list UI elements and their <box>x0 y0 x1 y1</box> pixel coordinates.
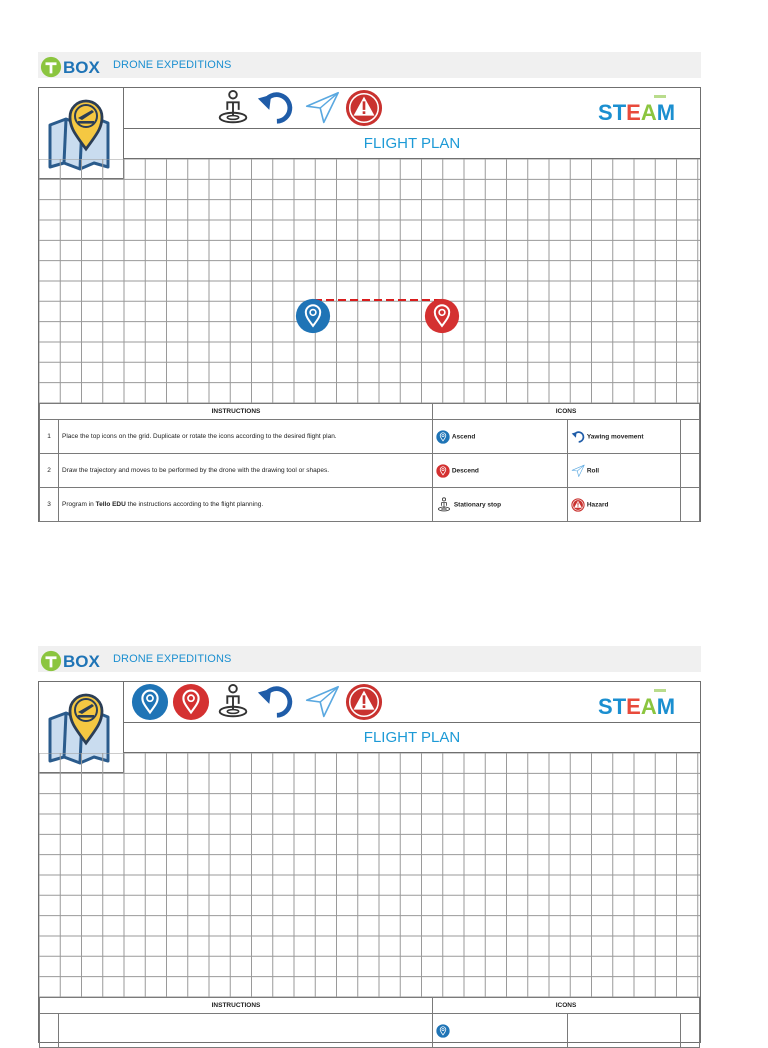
instruction-number: 2 <box>40 454 59 488</box>
steam-logo <box>598 688 690 718</box>
legend-stationary: Stationary stop <box>453 501 502 508</box>
ascend-icon[interactable] <box>131 683 169 721</box>
roll-icon[interactable] <box>304 90 340 126</box>
stationary-stop-icon <box>436 497 452 513</box>
flight-grid[interactable] <box>39 159 700 403</box>
instructions-table <box>39 403 700 522</box>
yawing-icon[interactable] <box>256 89 294 127</box>
instructions-header: INSTRUCTIONS <box>40 998 433 1014</box>
brand-name: BOX <box>63 58 100 77</box>
top-icons-row <box>124 88 700 128</box>
tbox-logo <box>40 55 120 79</box>
legend-descend: Descend <box>451 467 479 474</box>
roll-icon[interactable] <box>304 684 340 720</box>
steam-logo-text: STEAM <box>598 100 676 124</box>
steam-logo-text: STEAM <box>598 694 676 718</box>
instructions-header: INSTRUCTIONS <box>40 404 433 420</box>
stationary-stop-icon[interactable] <box>214 89 252 127</box>
hazard-icon[interactable] <box>345 89 383 127</box>
instruction-text: Place the top icons on the grid. Duplicate or rotate the icons according to the desired flight plan. <box>59 420 433 454</box>
instruction-number: 3 <box>40 488 59 522</box>
brand-subtitle: DRONE EXPEDITIONS <box>113 59 232 71</box>
instruction-text: Program in Tello EDU the instructions according to the flight planning. <box>59 488 433 522</box>
flight-plan-title: FLIGHT PLAN <box>124 722 700 753</box>
instruction-text: Draw the trajectory and moves to be performed by the drone with the drawing tool or shapes. <box>59 454 433 488</box>
instructions-table <box>39 997 700 1048</box>
brand-name: BOX <box>63 652 100 671</box>
icons-header: ICONS <box>433 404 700 420</box>
tbox-logo <box>40 649 120 673</box>
yawing-icon <box>571 430 585 444</box>
descend-marker-icon <box>425 299 459 333</box>
brand-subtitle: DRONE EXPEDITIONS <box>113 653 232 665</box>
legend-yawing: Yawing movement <box>586 433 644 440</box>
hazard-icon[interactable] <box>345 683 383 721</box>
descend-icon <box>436 464 450 478</box>
top-icons-row <box>124 682 700 722</box>
ascend-marker-icon <box>296 299 330 333</box>
flight-plan-frame <box>38 87 701 522</box>
legend-hazard: Hazard <box>586 501 609 508</box>
hazard-icon <box>571 498 585 512</box>
flight-plan-title: FLIGHT PLAN <box>124 128 700 159</box>
steam-logo <box>598 94 690 124</box>
legend-ascend: Ascend <box>451 433 476 440</box>
roll-icon <box>571 464 585 478</box>
yawing-icon[interactable] <box>256 683 294 721</box>
legend-roll: Roll <box>586 467 600 474</box>
icons-header: ICONS <box>433 998 700 1014</box>
descend-icon[interactable] <box>172 683 210 721</box>
stationary-stop-icon[interactable] <box>214 683 252 721</box>
instruction-number: 1 <box>40 420 59 454</box>
brand-bar <box>38 646 701 672</box>
flight-plan-frame <box>38 681 701 1043</box>
ascend-icon <box>436 1024 450 1038</box>
brand-bar <box>38 52 701 78</box>
ascend-icon <box>436 430 450 444</box>
flight-grid[interactable] <box>39 753 700 997</box>
